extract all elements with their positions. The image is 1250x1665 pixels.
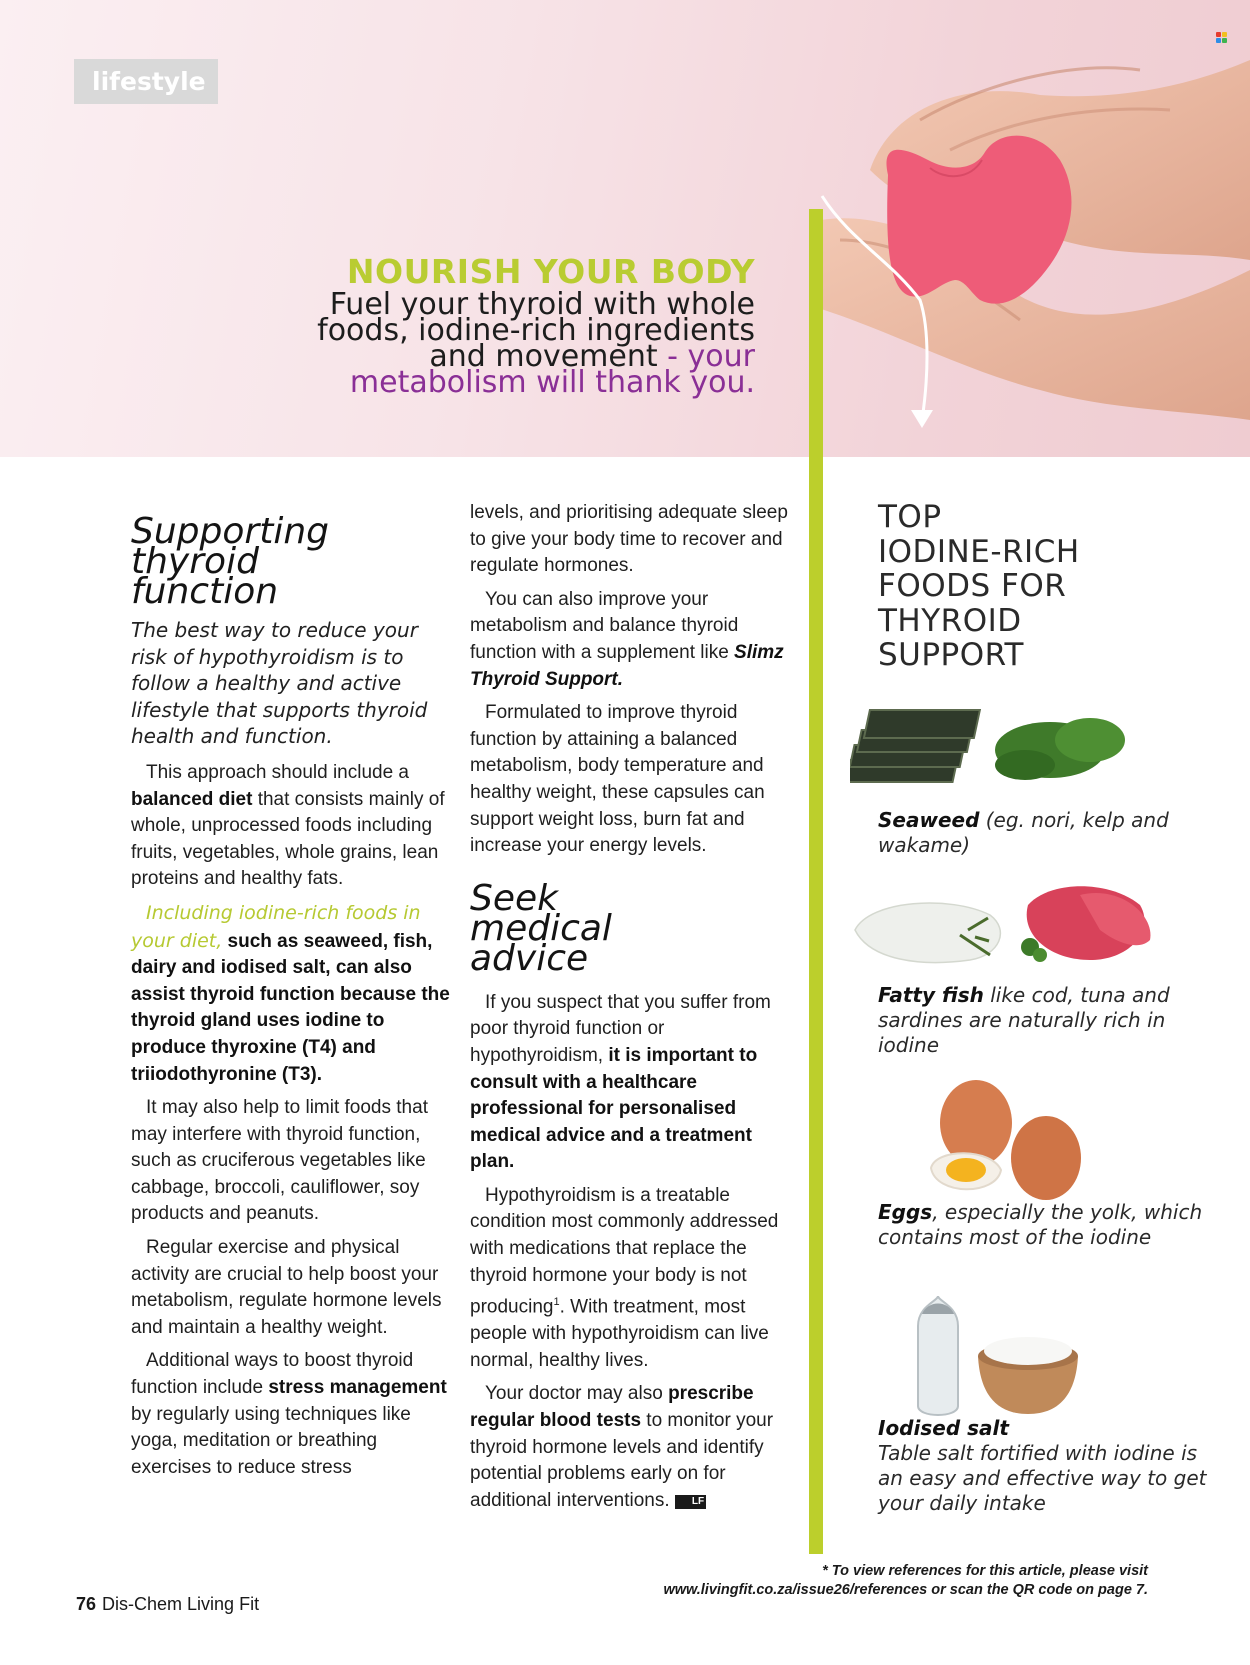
hero-sub-line-accent: metabolism will thank you. bbox=[349, 365, 755, 400]
text-run: If you suspect that you suffer from poor thyroid function or hypothyroidism, bbox=[470, 991, 771, 1066]
paragraph-supplement bbox=[470, 587, 788, 693]
sidebar-title-line: THYROID bbox=[878, 602, 1022, 639]
paragraph-sleep: levels, and prioritising adequate sleep to give your body time to recover and regulate hormones. bbox=[470, 502, 788, 577]
section-tag: lifestyle bbox=[74, 59, 218, 104]
food-name: Eggs bbox=[878, 1200, 933, 1224]
paragraph-limit-foods: It may also help to limit foods that may interfere with thyroid function, such as cruciferous vegetables like cabbage, broccoli, cauliflower, soy products and peanuts. bbox=[131, 1097, 428, 1225]
text-run: This approach should include a bbox=[146, 761, 410, 783]
paragraph-treatable bbox=[470, 1183, 788, 1374]
hero-heading: NOURISH YOUR BODY bbox=[346, 252, 755, 291]
vertical-accent-line bbox=[809, 209, 823, 1554]
sidebar-title-line: TOP bbox=[878, 499, 942, 535]
product-name: Slimz Thyroid Support. bbox=[470, 641, 784, 690]
intro-paragraph: The best way to reduce your risk of hypothyroidism is to follow a healthy and active lifestyle that supports thyroid health and function. bbox=[131, 618, 428, 749]
food-item-seaweed bbox=[878, 700, 1228, 865]
page-folio bbox=[76, 1594, 259, 1615]
food-name: Seaweed bbox=[878, 808, 980, 832]
text-run: . With treatment, most people with hypothyroidism can live normal, healthy lives. bbox=[470, 1296, 769, 1371]
heading-line: medical bbox=[470, 907, 612, 949]
sidebar-title-line: FOODS FOR bbox=[878, 568, 1067, 604]
publication-name: Dis-Chem Living Fit bbox=[102, 1594, 260, 1614]
text-run: to monitor your thyroid hormone levels and identify potential problems early on for additional interventions. bbox=[470, 1409, 774, 1511]
paragraph-consult bbox=[470, 990, 788, 1176]
text-run: that consists mainly of whole, unprocessed foods including fruits, vegetables, whole grains, lean proteins and healthy fats. bbox=[131, 788, 445, 890]
text-bold: such as seaweed, fish, dairy and iodised salt, can also assist thyroid function because the thyroid gland uses iodine to produce thyroxine (T4) and triiodothyronine (T3). bbox=[131, 930, 450, 1085]
references-link[interactable]: www.livingfit.co.za/issue26/references or scan the QR code on page 7. bbox=[663, 1582, 1148, 1598]
sidebar-title bbox=[878, 500, 1228, 673]
column-supporting-thyroid bbox=[131, 511, 456, 1488]
food-name: Fatty fish bbox=[878, 983, 984, 1007]
hands-holding-thyroid-image bbox=[810, 0, 1250, 457]
seaweed-caption bbox=[878, 808, 1228, 858]
heading-line: Seek bbox=[470, 877, 558, 919]
text-highlight: Including iodine-rich foods in your diet, bbox=[131, 901, 421, 952]
food-description: , especially the yolk, which contains most of the iodine bbox=[878, 1200, 1203, 1249]
text-bold: prescribe regular blood tests bbox=[470, 1383, 754, 1431]
sidebar-title-line: IODINE-RICH bbox=[878, 533, 1080, 570]
fish-caption bbox=[878, 983, 1228, 1058]
paragraph-balanced-diet bbox=[131, 760, 456, 893]
seaweed-image bbox=[850, 700, 1150, 800]
eggs-image bbox=[906, 1078, 1096, 1203]
text-run: by regularly using techniques like yoga, meditation or breathing exercises to reduce stress bbox=[131, 1403, 411, 1478]
sidebar-iodine-foods bbox=[878, 499, 1228, 1515]
section-heading-medical bbox=[470, 877, 788, 979]
heading-line: thyroid bbox=[131, 541, 259, 582]
hero-sub-line: Fuel your thyroid with whole bbox=[329, 287, 755, 322]
paragraph-exercise: Regular exercise and physical activity are crucial to help boost your metabolism, regulate hormone levels and maintain a healthy weight. bbox=[131, 1237, 442, 1338]
paragraph-iodine-foods bbox=[131, 900, 456, 1088]
text-bold: balanced diet bbox=[131, 788, 253, 810]
food-name: Iodised salt bbox=[878, 1416, 1009, 1440]
text-run: Additional ways to boost thyroid function include bbox=[131, 1350, 414, 1399]
paragraph-blood-tests bbox=[470, 1381, 788, 1514]
fish-image bbox=[850, 875, 1160, 975]
hero-sub-accent: - your bbox=[657, 339, 755, 374]
end-of-article-badge: LF bbox=[675, 1495, 706, 1509]
heading-line: function bbox=[131, 571, 279, 612]
column-medical-advice bbox=[470, 500, 788, 1521]
page-number: 76 bbox=[76, 1594, 97, 1614]
text-bold: it is important to consult with a healthcare professional for personalised medical advice and a treatment plan. bbox=[470, 1044, 758, 1173]
references-note bbox=[588, 1562, 1148, 1600]
paragraph-formulated: Formulated to improve thyroid function by attaining a balanced metabolism, body temperature and healthy weight, these capsules can support weight loss, burn fat and increase your energy levels. bbox=[470, 702, 765, 857]
food-item-iodised-salt bbox=[878, 1296, 1228, 1551]
food-description: (eg. nori, kelp and wakame) bbox=[878, 808, 1169, 857]
hero-sub-part: and movement bbox=[429, 339, 658, 374]
sidebar-title-line: SUPPORT bbox=[878, 637, 1024, 673]
food-item-fatty-fish bbox=[878, 875, 1228, 1057]
section-heading-supporting bbox=[131, 511, 456, 612]
salt-caption bbox=[878, 1416, 1228, 1516]
text-run: Hypothyroidism is a treatable condition most commonly addressed with medications that replace the thyroid hormone your body is not producing bbox=[470, 1184, 779, 1318]
hero-sub-line: foods, iodine-rich ingredients bbox=[317, 313, 755, 348]
eggs-caption bbox=[878, 1200, 1228, 1250]
reference-superscript: 1 bbox=[553, 1296, 560, 1309]
heading-line: Supporting bbox=[131, 511, 329, 552]
heading-line: advice bbox=[470, 937, 589, 979]
text-run: Your doctor may also bbox=[485, 1383, 669, 1405]
text-bold: stress management bbox=[268, 1377, 447, 1399]
paragraph-stress bbox=[131, 1348, 456, 1481]
references-line: * To view references for this article, please visit bbox=[822, 1563, 1148, 1579]
food-item-eggs bbox=[878, 1078, 1228, 1278]
text-run: You can also improve your metabolism and balance thyroid function with a supplement like bbox=[470, 588, 739, 663]
food-description: Table salt fortified with iodine is an easy and effective way to get your daily intake bbox=[878, 1441, 1207, 1515]
hero-banner bbox=[0, 0, 1250, 457]
salt-image bbox=[908, 1296, 1098, 1421]
hero-subheading bbox=[195, 287, 755, 400]
food-description: like cod, tuna and sardines are naturally rich in iodine bbox=[878, 983, 1170, 1057]
